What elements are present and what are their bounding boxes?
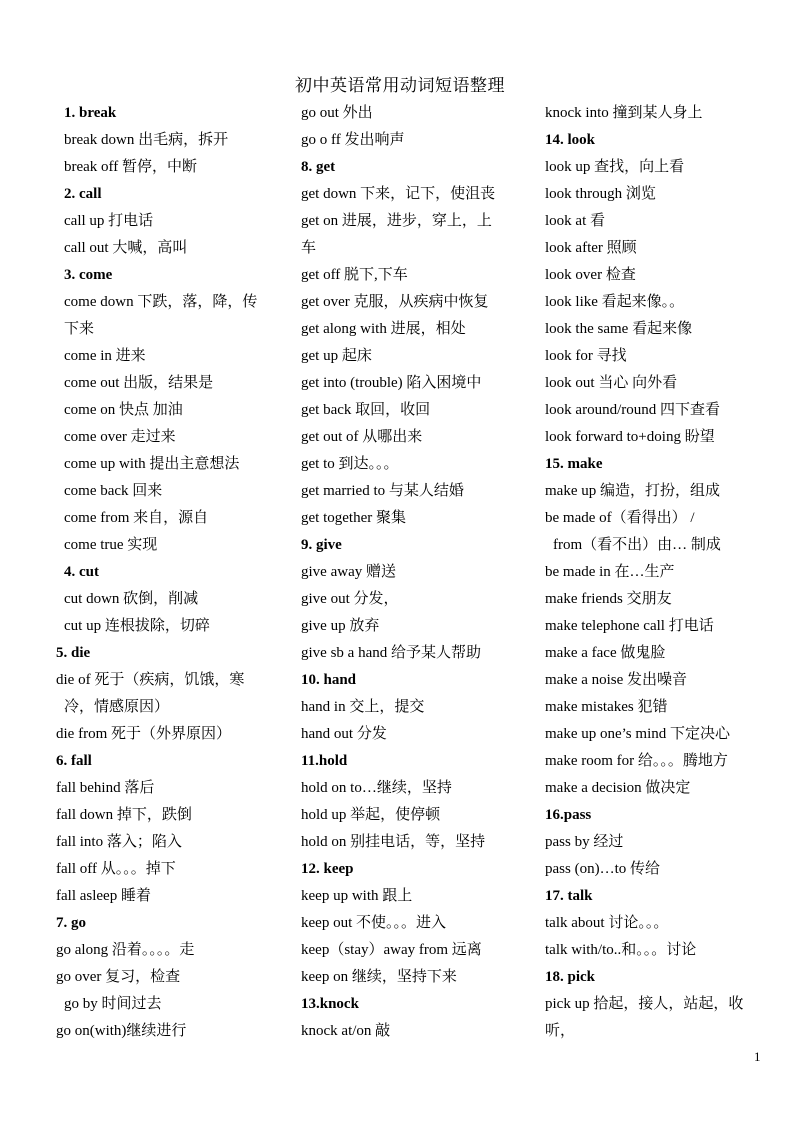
phrase-line: keep on 继续，坚持下来 — [301, 969, 457, 985]
phrase-line: get along with 进展，相处 — [301, 321, 466, 337]
phrase-line: fall behind 落后 — [56, 780, 155, 796]
phrase-line: come on 快点 加油 — [64, 402, 183, 418]
phrase-line: pick up 拾起，接人，站起，收 — [545, 996, 744, 1012]
phrase-line: hand in 交上，提交 — [301, 699, 425, 715]
phrase-line: come down 下跌，落，降，传 — [64, 294, 258, 310]
phrase-line: make up one’s mind 下定决心 — [545, 726, 730, 742]
phrase-line: make mistakes 犯错 — [545, 699, 668, 715]
phrase-line: come over 走过来 — [64, 429, 176, 445]
page-number: 1 — [754, 1049, 761, 1064]
section-heading: 18. pick — [545, 969, 596, 985]
phrase-line: break down 出毛病，拆开 — [64, 132, 229, 148]
phrase-line: come in 进来 — [64, 348, 146, 364]
phrase-line: go on(with)继续进行 — [56, 1023, 187, 1039]
phrase-line: cut up 连根拔除，切碎 — [64, 618, 210, 634]
phrase-line: fall asleep 睡着 — [56, 888, 151, 904]
phrase-line: make a decision 做决定 — [545, 780, 691, 796]
phrase-line: come out 出版，结果是 — [64, 375, 214, 391]
phrase-line: hand out 分发 — [301, 726, 387, 742]
phrase-line: 听， — [545, 1023, 576, 1039]
phrase-line: look the same 看起来像 — [545, 321, 693, 337]
phrase-line: from（看不出）由… 制成 — [553, 537, 721, 553]
phrase-line: talk about 讨论。。。 — [545, 915, 669, 931]
phrase-line: look like 看起来像。。 — [545, 294, 685, 310]
column-3 — [545, 100, 767, 1045]
phrase-line: keep up with 跟上 — [301, 888, 413, 904]
phrase-line: look out 当心 向外看 — [545, 375, 678, 391]
section-heading: 10. hand — [301, 672, 357, 688]
phrase-line: fall off 从。。。掉下 — [56, 861, 176, 877]
phrase-line: fall into 落入；陷入 — [56, 834, 182, 850]
phrase-line: get off 脱下,下车 — [301, 267, 408, 283]
section-heading: 16.pass — [545, 807, 592, 823]
phrase-line: make friends 交朋友 — [545, 591, 672, 607]
phrase-line: be made in 在…生产 — [545, 564, 675, 580]
phrase-line: get up 起床 — [301, 348, 372, 364]
phrase-line: go o ff 发出响声 — [301, 132, 405, 148]
phrase-line: come back 回来 — [64, 483, 163, 499]
phrase-line: get together 聚集 — [301, 510, 406, 526]
section-heading: 13.knock — [301, 996, 359, 1012]
phrase-line: cut down 砍倒，削减 — [64, 591, 199, 607]
phrase-line: pass (on)…to 传给 — [545, 861, 660, 877]
section-heading: 2. call — [64, 186, 102, 202]
phrase-line: make a face 做鬼脸 — [545, 645, 666, 661]
phrase-line: give sb a hand 给予某人帮助 — [301, 645, 481, 661]
phrase-line: hold on 别挂电话，等，坚持 — [301, 834, 486, 850]
section-heading: 5. die — [56, 645, 91, 661]
phrase-line: go by 时间过去 — [64, 996, 162, 1012]
phrase-line: make telephone call 打电话 — [545, 618, 714, 634]
phrase-line: look up 查找，向上看 — [545, 159, 685, 175]
phrase-line: hold on to…继续，坚持 — [301, 780, 452, 796]
phrase-line: knock at/on 敲 — [301, 1023, 391, 1039]
phrase-line: look over 检查 — [545, 267, 636, 283]
phrase-line: give up 放弃 — [301, 618, 380, 634]
phrase-line: go over 复习，检查 — [56, 969, 181, 985]
phrase-line: look for 寻找 — [545, 348, 627, 364]
section-heading: 11.hold — [301, 753, 348, 769]
phrase-line: come from 来自，源自 — [64, 510, 209, 526]
section-heading: 17. talk — [545, 888, 593, 904]
phrase-line: get married to 与某人结婚 — [301, 483, 464, 499]
phrase-line: look around/round 四下查看 — [545, 402, 720, 418]
section-heading: 7. go — [56, 915, 86, 931]
phrase-line: knock into 撞到某人身上 — [545, 105, 703, 121]
phrase-line: get out of 从哪出来 — [301, 429, 423, 445]
phrase-line: call out 大喊，高叫 — [64, 240, 188, 256]
phrase-line: get over 克服，从疾病中恢复 — [301, 294, 489, 310]
phrase-line: fall down 掉下，跌倒 — [56, 807, 192, 823]
phrase-line: hold up 举起，使停顿 — [301, 807, 441, 823]
phrase-line: be made of（看得出） / — [545, 510, 695, 526]
phrase-line: call up 打电话 — [64, 213, 154, 229]
phrase-line: keep（stay）away from 远离 — [301, 942, 482, 958]
phrase-line: look through 浏览 — [545, 186, 656, 202]
phrase-line: make room for 给。。。腾地方 — [545, 753, 728, 769]
phrase-line: make up 编造，打扮，组成 — [545, 483, 720, 499]
section-heading: 1. break — [64, 105, 117, 121]
column-1 — [56, 100, 278, 1045]
section-heading: 4. cut — [64, 564, 99, 580]
phrase-line: keep out 不使。。。进入 — [301, 915, 446, 931]
phrase-line: die of 死于（疾病，饥饿，寒 — [56, 672, 245, 688]
phrase-line: get down 下来，记下，使沮丧 — [301, 186, 496, 202]
section-heading: 8. get — [301, 159, 336, 175]
phrase-line: 冷，情感原因） — [64, 699, 170, 715]
phrase-line: 车 — [301, 240, 317, 256]
phrase-line: look after 照顾 — [545, 240, 637, 256]
phrase-line: get into (trouble) 陷入困境中 — [301, 375, 482, 391]
phrase-line: go along 沿着。。。。走 — [56, 942, 195, 958]
phrase-line: die from 死于（外界原因） — [56, 726, 231, 742]
phrase-line: give out 分发， — [301, 591, 399, 607]
section-heading: 12. keep — [301, 861, 354, 877]
section-heading: 9. give — [301, 537, 342, 553]
phrase-line: break off 暂停，中断 — [64, 159, 198, 175]
phrase-line: look at 看 — [545, 213, 605, 229]
section-heading: 3. come — [64, 267, 113, 283]
phrase-line: look forward to+doing 盼望 — [545, 429, 715, 445]
page-title: 初中英语常用动词短语整理 — [295, 76, 505, 95]
phrase-line: go out 外出 — [301, 105, 373, 121]
phrase-line: make a noise 发出噪音 — [545, 672, 688, 688]
phrase-line: talk with/to..和。。。讨论 — [545, 942, 697, 958]
phrase-line: pass by 经过 — [545, 834, 624, 850]
column-2 — [301, 100, 523, 1045]
phrase-line: give away 赠送 — [301, 564, 396, 580]
phrase-line: get to 到达。。。 — [301, 456, 399, 472]
phrase-line: come true 实现 — [64, 537, 158, 553]
phrase-line: come up with 提出主意想法 — [64, 456, 240, 472]
phrase-line: 下来 — [64, 321, 95, 337]
phrase-line: get back 取回，收回 — [301, 402, 431, 418]
section-heading: 14. look — [545, 132, 596, 148]
section-heading: 15. make — [545, 456, 603, 472]
section-heading: 6. fall — [56, 753, 92, 769]
phrase-line: get on 进展，进步，穿上，上 — [301, 213, 492, 229]
